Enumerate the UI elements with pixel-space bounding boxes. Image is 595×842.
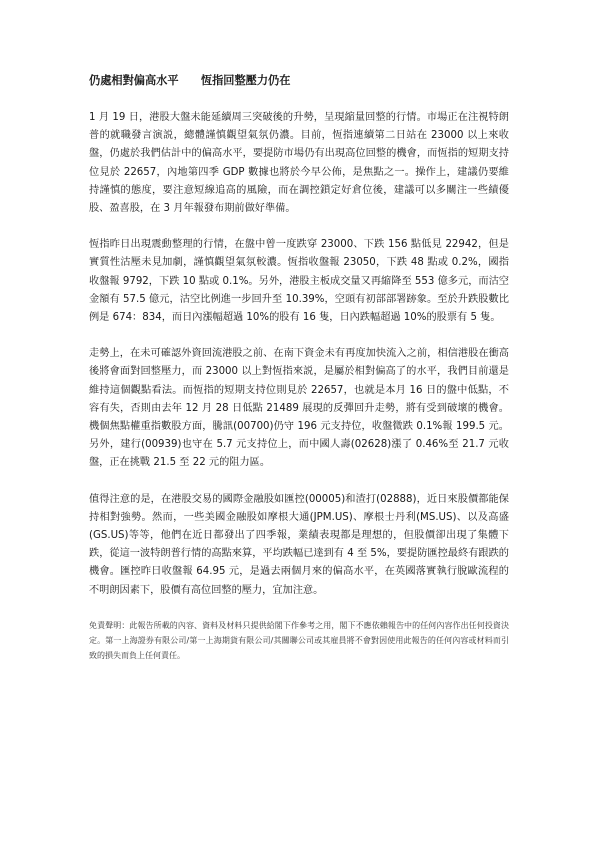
paragraph-2: 恆指昨日出現震動整理的行情，在盤中曾一度跌穿 23000、下跌 156 點低見 22942，但是實質性沽壓未見加劇，謹慎觀望氣氛較濃。恆指收盤報 23050，下跌 48 點或 0.2%，國指收盤報 9792，下跌 10 點或 0.1%。另外，港股主板成交量又再縮降至 553 億多元，而沽空金額有 57.5 億元，沽空比例進一步回升至 10.39%，空頭有初部部署跡象。至於升跌股數比例是 674：834，而日內漲幅超過 10%的股有 16 隻，日內跌幅超過 10%的股票有 5 隻。 bbox=[89, 239, 509, 324]
paragraph-1: 1 月 19 日，港股大盤未能延續周三突破後的升勢，呈現縮量回整的行情。市場正在注視特朗普的就職發言演説，總體謹慎觀望氣氛仍濃。目前，恆指連續第二日站在 23000 以上來收盤，仍處於我們估計中的偏高水平，要提防市場仍有出現高位回整的機會，而恆指的短期支持位見於 22657，內地第四季 GDP 數據也將於今早公佈，是焦點之一。操作上，建議仍要維持謹慎的態度，要注意短線追高的風險，而在調控鎖定好倉位後，建議可以多關注一些績優股、盈喜股，在 3 月年報發布期前做好準備。 bbox=[89, 112, 509, 215]
paragraph-4: 值得注意的是，在港股交易的國際金融股如匯控(00005)和渣打(02888)，近日來股價都能保持相對強勢。然而，一些美國金融股如摩根大通(JPM.US)、摩根士丹利(MS.US)、以及高盛(GS.US)等等，他們在近日都發出了四季報，業績表現都是理想的，但股價卻出現了集體下跌，從這一波特朗普行情的高點來算，平均跌幅已達到有 4 至 5%，要提防匯控最終有跟跌的機會。匯控昨日收盤報 64.95 元，是過去兩個月來的偏高水平，在英國落實執行脫歐流程的不明朗因素下，股價有高位回整的壓力，宜加注意。 bbox=[89, 493, 509, 596]
disclaimer: 免責聲明：此報告所載的內容、資料及材料只提供給閣下作參考之用，閣下不應依賴報告中的任何內容作出任何投資決定。第一上海證券有限公司/第一上海期貨有限公司/其關聯公司或其雇員將不會對因使用此報告的任何內容或材料而引致的損失而負上任何責任。 bbox=[89, 620, 509, 661]
paragraph-3: 走勢上，在未可確認外資回流港股之前、在南下資金未有再度加快流入之前，相信港股在衝高後將會面對回整壓力，而 23000 以上對恆指來説，是屬於相對偏高了的水平，我們目前還是維持這個觀點看法。而恆指的短期支持位則見於 22657，也就是本月 16 日的盤中低點，不容有失，否則由去年 12 月 28 日低點 21489 展現的反彈回升走勢，將有受到破壞的機會。機個焦點權重指數股方面，騰訊(00700)仍守 196 元支持位，收盤微跌 0.1%報 199.5 元。另外，建行(00939)也守在 5.7 元支持位上，而中國人壽(02628)漲了 0.46%至 21.7 元收盤，正在挑戰 21.5 至 22 元的阻力區。 bbox=[89, 348, 509, 469]
page-title: 仍處相對偏高水平 恆指回整壓力仍在 bbox=[89, 74, 291, 87]
document-body bbox=[89, 73, 509, 663]
